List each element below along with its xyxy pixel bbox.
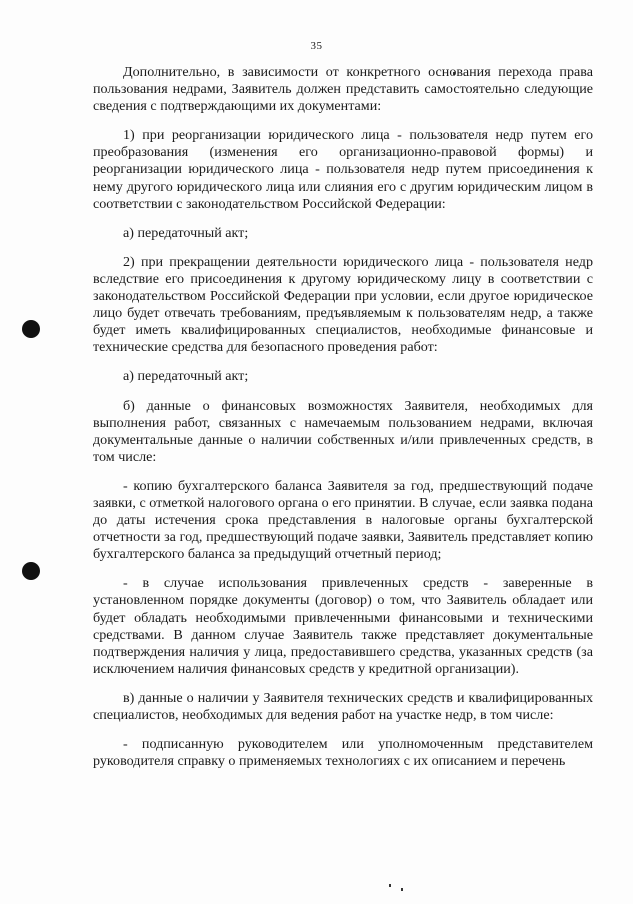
paragraph-borrowed-funds: - в случае использования привлеченных средств - заверенные в установленном порядке документы (договор) о том, что Заявитель обладает или будет обладать необходимыми привлеченными финансовыми и техническими средствами. В данном случае Заявитель также представляет документальные подтверждения наличия у лица, предоставившего средства, указанных средств (за исключением наличия финансовых средств у кредитной организации).	[93, 575, 593, 677]
paragraph-item-2c: в) данные о наличии у Заявителя технических средств и квалифицированных специалистов, необходимых для ведения работ на участке недр, в том числе:	[93, 689, 593, 723]
paragraph-technology-certificate: - подписанную руководителем или уполномоченным представителем руководителя справку о применяемых технологиях с их описанием и перечень	[93, 736, 593, 770]
paragraph-item-2a: а) передаточный акт;	[123, 368, 249, 385]
scan-speck	[389, 884, 391, 887]
page-number: 35	[310, 40, 323, 52]
paragraph-balance-copy: - копию бухгалтерского баланса Заявителя за год, предшествующий подаче заявки, с отметкой налогового органа о его принятии. В случае, если заявка подана до даты истечения срока представления в налоговые органы бухгалтерской отчетности за год, предшествующий подаче заявки, Заявитель представляет копию бухгалтерского баланса за предыдущий отчетный период;	[93, 477, 593, 563]
paragraph-item-1: 1) при реорганизации юридического лица - пользователя недр путем его преобразования (изменения его организационно-правовой формы) и реорганизации юридического лица - пользователя недр путем присоединения к нему другого юридического лица или слияния его с другим юридическим лицом в соответствии с законодательством Российской Федерации:	[93, 127, 593, 212]
paragraph-item-2: 2) при прекращении деятельности юридического лица - пользователя недр вследствие его присоединения к другому юридическому лицу в соответствии с законодательством Российской Федерации при условии, если другое юридическое лицо будет отвечать требованиям, предъявляемым к пользователям недр, а также будет иметь квалифицированных специалистов, необходимые финансовые и технические средства для безопасного проведения работ:	[93, 253, 593, 356]
paragraph-item-2b: б) данные о финансовых возможностях Заявителя, необходимых для выполнения работ, связанных с намечаемым пользованием недрами, включая документальные данные о наличии собственных и/или привлеченных средств, в том числе:	[93, 397, 593, 465]
punch-hole-mark	[22, 562, 40, 580]
document-body	[93, 64, 593, 782]
punch-hole-mark	[22, 320, 40, 338]
paragraph-item-1a: а) передаточный акт;	[123, 224, 249, 241]
scan-speck	[401, 888, 403, 891]
paragraph-intro: Дополнительно, в зависимости от конкретного основания перехода права пользования недрами, Заявитель должен представить самостоятельно следующие сведения с подтверждающими их документами:	[93, 64, 593, 115]
